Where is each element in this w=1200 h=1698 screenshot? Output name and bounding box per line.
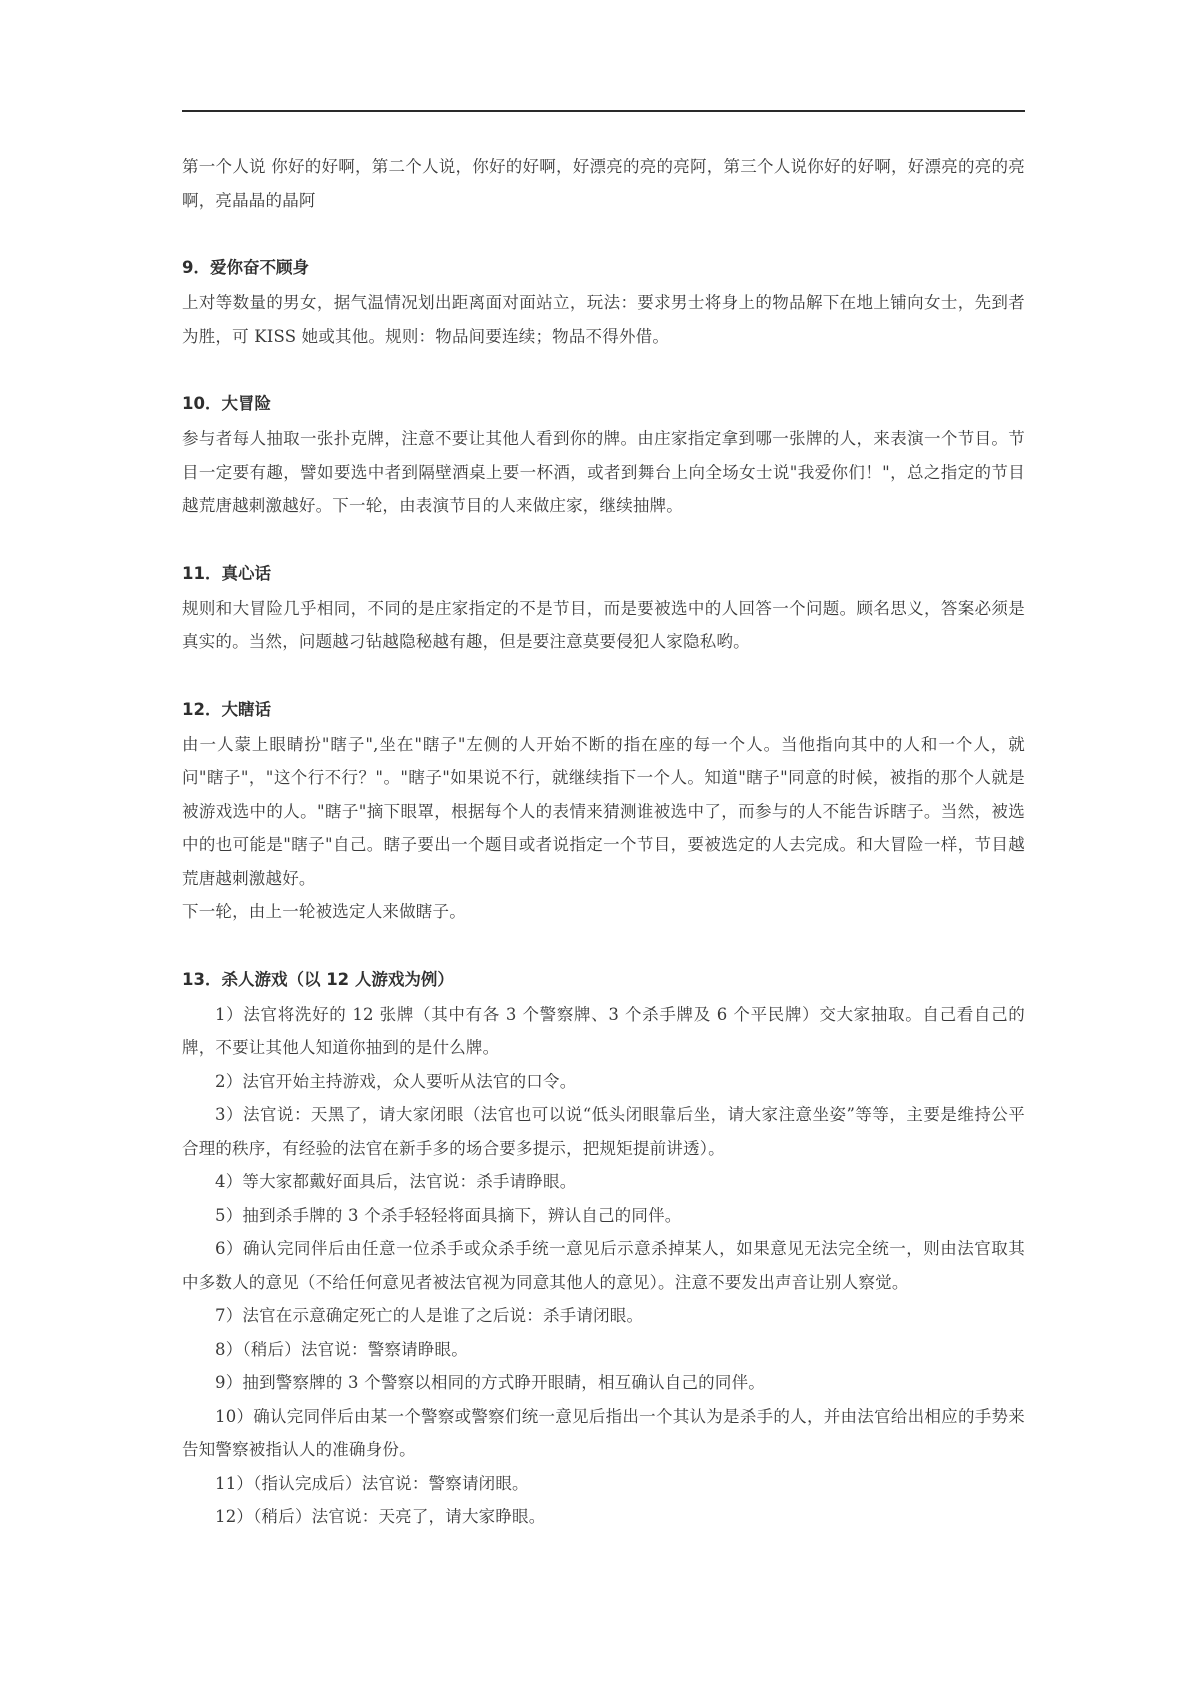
document-body <box>182 150 1025 1534</box>
step-item: 3）法官说：天黑了，请大家闭眼（法官也可以说“低头闭眼靠后坐，请大家注意坐姿”等等，主要是维持公平合理的秩序，有经验的法官在新手多的场合要多提示，把规矩提前讲透）。 <box>182 1105 1025 1158</box>
step-item: 5）抽到杀手牌的 3 个杀手轻轻将面具摘下，辨认自己的同伴。 <box>215 1205 682 1225</box>
section-title: 10．大冒险 <box>182 394 271 413</box>
section-title: 9．爱你奋不顾身 <box>182 258 309 277</box>
header-rule <box>182 110 1025 112</box>
step-item: 9）抽到警察牌的 3 个警察以相同的方式睁开眼睛，相互确认自己的同伴。 <box>215 1373 765 1392</box>
intro-paragraph: 第一个人说 你好的好啊，第二个人说，你好的好啊，好漂亮的亮的亮阿，第三个人说你好的好啊，好漂亮的亮的亮啊，亮晶晶的晶阿 <box>182 157 1025 210</box>
section-title: 12．大瞎话 <box>182 699 271 719</box>
section-9 <box>182 250 1025 353</box>
section-12 <box>182 692 1025 929</box>
step-item: 8）（稍后）法官说：警察请睁眼。 <box>215 1339 468 1359</box>
section-paragraph: 由一人蒙上眼睛扮"瞎子",坐在"瞎子"左侧的人开始不断的指在座的每一个人。当他指向其中的人和一个人，就问"瞎子"，"这个行不行？"。"瞎子"如果说不行，就继续指下一个人。知道"瞎子"同意的时候，被指的那个人就是被游戏选中的人。"瞎子"摘下眼罩，根据每个人的表情来猜测谁被选中了，而参与的人不能告诉瞎子。当然，被选中的也可能是"瞎子"自己。瞎子要出一个题目或者说指定一个节目，要被选定的人去完成。和大冒险一样，节目越荒唐越刺激越好。 <box>182 734 1025 888</box>
step-item: 6）确认完同伴后由任意一位杀手或众杀手统一意见后示意杀掉某人，如果意见无法完全统一，则由法官取其中多数人的意见（不给任何意见者被法官视为同意其他人的意见）。注意不要发出声音让别人察觉。 <box>182 1239 1025 1292</box>
section-10 <box>182 386 1025 523</box>
section-paragraph: 上对等数量的男女，据气温情况划出距离面对面站立，玩法：要求男士将身上的物品解下在地上铺向女士，先到者为胜，可 KISS 她或其他。规则：物品间要连续；物品不得外借。 <box>182 293 1025 346</box>
step-item: 10）确认完同伴后由某一个警察或警察们统一意见后指出一个其认为是杀手的人，并由法官给出相应的手势来告知警察被指认人的准确身份。 <box>182 1406 1025 1459</box>
section-title: 11．真心话 <box>182 563 271 583</box>
step-item: 11）（指认完成后）法官说：警察请闭眼。 <box>215 1473 529 1493</box>
step-item: 4）等大家都戴好面具后，法官说：杀手请睁眼。 <box>215 1172 577 1191</box>
step-item: 2）法官开始主持游戏，众人要听从法官的口令。 <box>215 1071 577 1091</box>
section-paragraph: 下一轮，由上一轮被选定人来做瞎子。 <box>182 902 466 921</box>
step-item: 1）法官将洗好的 12 张牌（其中有各 3 个警察牌、3 个杀手牌及 6 个平民牌）交大家抽取。自己看自己的牌，不要让其他人知道你抽到的是什么牌。 <box>182 1004 1025 1057</box>
section-11 <box>182 556 1025 659</box>
section-13 <box>182 962 1025 1534</box>
step-item: 12）（稍后）法官说：天亮了，请大家睁眼。 <box>215 1507 546 1526</box>
section-title: 13．杀人游戏（以 12 人游戏为例） <box>182 969 454 989</box>
section-paragraph: 参与者每人抽取一张扑克牌，注意不要让其他人看到你的牌。由庄家指定拿到哪一张牌的人，来表演一个节目。节目一定要有趣，譬如要选中者到隔壁酒桌上要一杯酒，或者到舞台上向全场女士说"我爱你们！"，总之指定的节目越荒唐越刺激越好。下一轮，由表演节目的人来做庄家，继续抽牌。 <box>182 429 1025 515</box>
section-paragraph: 规则和大冒险几乎相同，不同的是庄家指定的不是节目，而是要被选中的人回答一个问题。顾名思义，答案必须是真实的。当然，问题越刁钻越隐秘越有趣，但是要注意莫要侵犯人家隐私哟。 <box>182 598 1025 651</box>
step-item: 7）法官在示意确定死亡的人是谁了之后说：杀手请闭眼。 <box>215 1306 644 1325</box>
